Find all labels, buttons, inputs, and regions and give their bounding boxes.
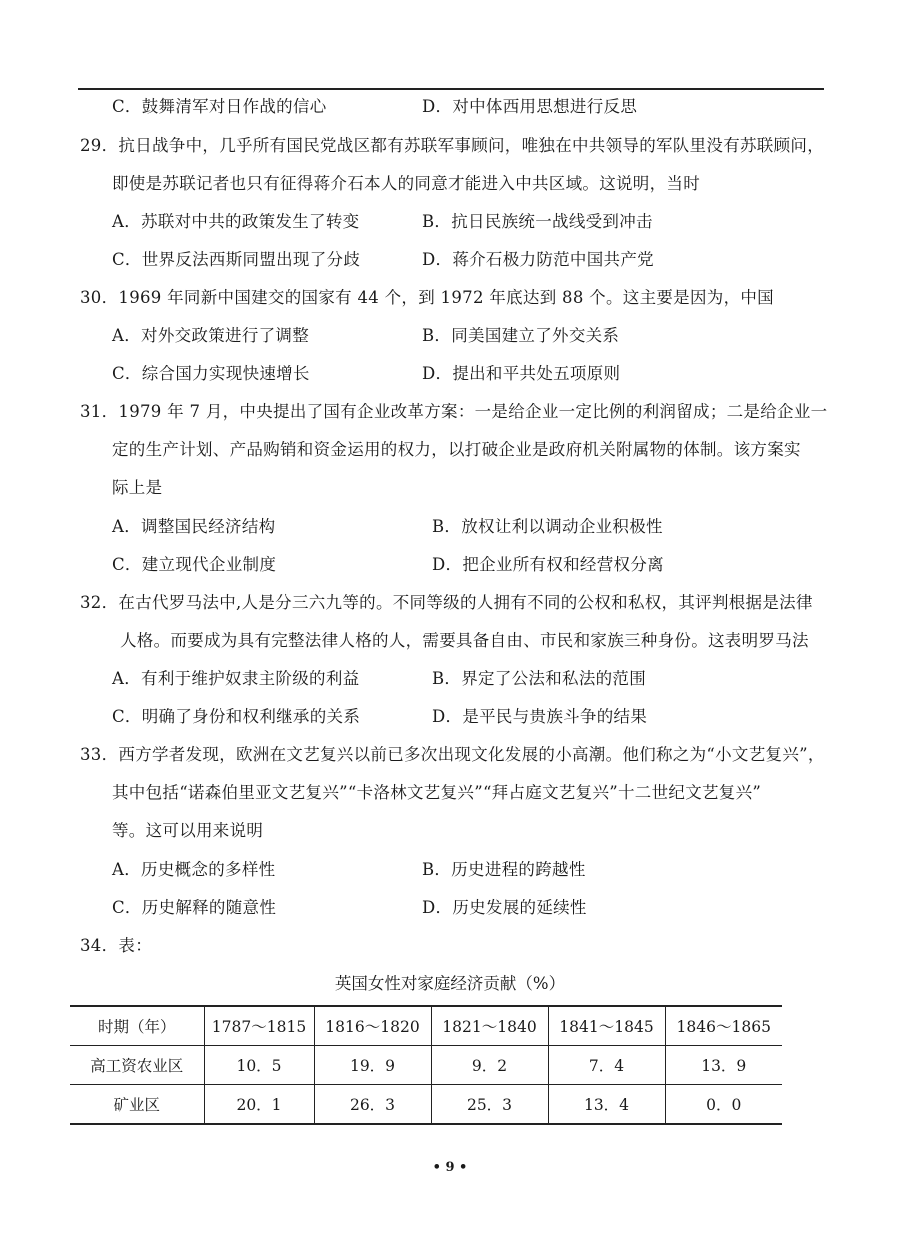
q31-option-d: D．把企业所有权和经营权分离 <box>432 555 664 574</box>
table-row <box>70 1046 782 1085</box>
table-row <box>70 1085 782 1125</box>
q32-stem-line2: 人格。而要成为具有完整法律人格的人，需要具备自由、市民和家族三种身份。这表明罗马法 <box>120 631 809 650</box>
table-header-cell: 时期（年） <box>70 1006 204 1046</box>
q28-option-c: C．鼓舞清军对日作战的信心 <box>112 97 327 116</box>
table-header-row <box>70 1006 782 1046</box>
table-row-label: 高工资农业区 <box>70 1046 204 1085</box>
q33-stem-line3: 等。这可以用来说明 <box>112 821 264 840</box>
table-cell: 10．5 <box>204 1046 314 1085</box>
q30-option-d: D．提出和平共处五项原则 <box>422 364 621 383</box>
q32-option-c: C．明确了身份和权利继承的关系 <box>112 707 361 726</box>
table-header-cell: 1816～1820 <box>314 1006 431 1046</box>
table-header-cell: 1821～1840 <box>431 1006 548 1046</box>
q30-stem-line1: 30．1969 年同新中国建交的国家有 44 个，到 1972 年底达到 88 个。这主要是因为，中国 <box>80 288 774 307</box>
table-cell: 0．0 <box>665 1085 782 1125</box>
q31-stem-line3: 际上是 <box>112 478 163 497</box>
q32-option-d: D．是平民与贵族斗争的结果 <box>432 707 648 726</box>
q31-option-b: B．放权让利以调动企业积极性 <box>432 517 663 536</box>
q33-option-d: D．历史发展的延续性 <box>422 898 587 917</box>
q33-option-b: B．历史进程的跨越性 <box>422 860 586 879</box>
q32-option-b: B．界定了公法和私法的范围 <box>432 669 647 688</box>
q30-option-a: A．对外交政策进行了调整 <box>112 326 310 345</box>
q29-stem-line2: 即使是苏联记者也只有征得蒋介石本人的同意才能进入中共区域。这说明，当时 <box>112 174 700 193</box>
q31-option-c: C．建立现代企业制度 <box>112 555 277 574</box>
table-cell: 13．9 <box>665 1046 782 1085</box>
q31-stem-line2: 定的生产计划、产品购销和资金运用的权力，以打破企业是政府机关附属物的体制。该方案实 <box>112 440 801 459</box>
q29-option-b: B．抗日民族统一战线受到冲击 <box>422 212 653 231</box>
table-cell: 20．1 <box>204 1085 314 1125</box>
table-cell: 26．3 <box>314 1085 431 1125</box>
q28-option-d: D．对中体西用思想进行反思 <box>422 97 638 116</box>
q30-option-c: C．综合国力实现快速增长 <box>112 364 310 383</box>
table-cell: 7．4 <box>548 1046 665 1085</box>
q29-stem-line1: 29．抗日战争中，几乎所有国民党战区都有苏联军事顾问，唯独在中共领导的军队里没有苏联顾问， <box>80 136 824 155</box>
q29-option-d: D．蒋介石极力防范中国共产党 <box>422 250 654 269</box>
top-rule <box>78 88 824 90</box>
q33-option-c: C．历史解释的随意性 <box>112 898 277 917</box>
table-header-cell: 1787～1815 <box>204 1006 314 1046</box>
table-header-cell: 1841～1845 <box>548 1006 665 1046</box>
table-cell: 25．3 <box>431 1085 548 1125</box>
q33-option-a: A．历史概念的多样性 <box>112 860 276 879</box>
q32-stem-line1: 32．在古代罗马法中,人是分三六九等的。不同等级的人拥有不同的公权和私权，其评判根据是法律 <box>80 593 813 612</box>
table-row-label: 矿业区 <box>70 1085 204 1125</box>
q30-option-b: B．同美国建立了外交关系 <box>422 326 620 345</box>
q29-option-c: C．世界反法西斯同盟出现了分歧 <box>112 250 361 269</box>
table-cell: 13．4 <box>548 1085 665 1125</box>
q32-option-a: A．有利于维护奴隶主阶级的利益 <box>112 669 360 688</box>
q33-stem-line1: 33．西方学者发现，欧洲在文艺复兴以前已多次出现文化发展的小高潮。他们称之为“小文艺复兴”， <box>80 745 825 764</box>
table-cell: 19．9 <box>314 1046 431 1085</box>
contribution-table <box>70 1005 782 1125</box>
page-number: • 9 • <box>432 1160 468 1175</box>
table-cell: 9．2 <box>431 1046 548 1085</box>
table-title: 英国女性对家庭经济贡献（%） <box>334 974 566 993</box>
table-header-cell: 1846～1865 <box>665 1006 782 1046</box>
q31-stem-line1: 31．1979 年 7 月，中央提出了国有企业改革方案：一是给企业一定比例的利润留成；二是给企业一 <box>80 402 828 421</box>
q34-stem-line1: 34．表： <box>80 936 152 955</box>
q31-option-a: A．调整国民经济结构 <box>112 517 276 536</box>
q33-stem-line2: 其中包括“诺森伯里亚文艺复兴”“卡洛林文艺复兴”“拜占庭文艺复兴”十二世纪文艺复兴” <box>112 783 762 802</box>
q29-option-a: A．苏联对中共的政策发生了转变 <box>112 212 360 231</box>
